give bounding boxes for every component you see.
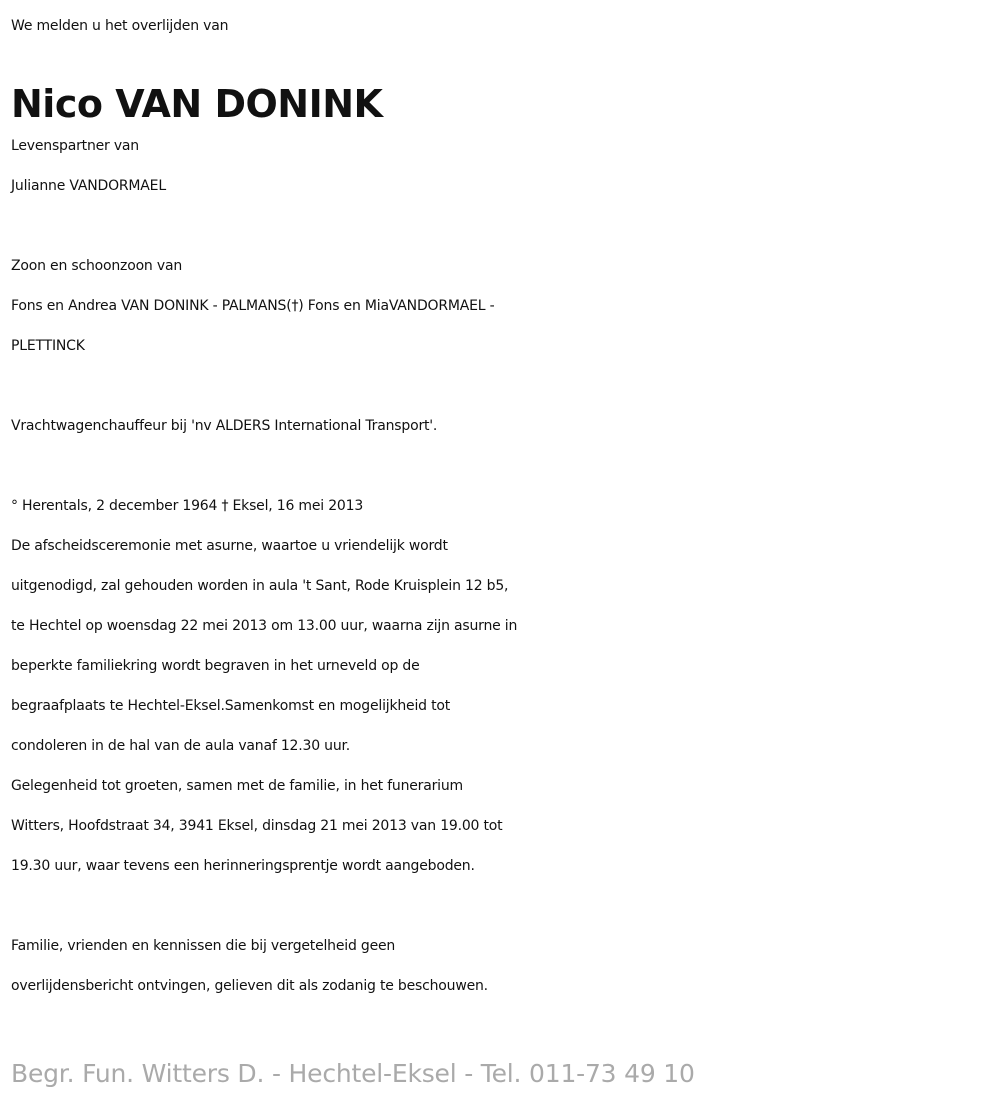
- ceremony-line: uitgenodigd, zal gehouden worden in aula 't Sant, Rode Kruisplein 12 b5,: [11, 578, 509, 594]
- closing-paragraph: [11, 926, 991, 1006]
- ceremony-paragraph: [11, 526, 991, 766]
- occupation-text: Vrachtwagenchauffeur bij 'nv ALDERS International Transport'.: [11, 418, 438, 434]
- spacer: [11, 366, 991, 406]
- parents-section: [11, 246, 991, 366]
- greeting-paragraph: [11, 766, 991, 886]
- closing-line: Familie, vrienden en kennissen die bij vergetelheid geen: [11, 938, 396, 954]
- greeting-line: Witters, Hoofdstraat 34, 3941 Eksel, dinsdag 21 mei 2013 van 19.00 tot: [11, 818, 503, 834]
- ceremony-line: condoleren in de hal van de aula vanaf 12.30 uur.: [11, 738, 351, 754]
- parents-names-line-1: Fons en Andrea VAN DONINK - PALMANS(†) Fons en MiaVANDORMAEL -: [11, 298, 495, 314]
- life-dates: ° Herentals, 2 december 1964 † Eksel, 16 mei 2013: [11, 498, 364, 514]
- spacer: [11, 886, 991, 926]
- parents-label: Zoon en schoonzoon van: [11, 258, 182, 274]
- greeting-line: Gelegenheid tot groeten, samen met de familie, in het funerarium: [11, 778, 463, 794]
- partner-name: Julianne VANDORMAEL: [11, 178, 166, 194]
- ceremony-line: De afscheidsceremonie met asurne, waartoe u vriendelijk wordt: [11, 538, 448, 554]
- spacer: [11, 206, 991, 246]
- funeral-home-footer: Begr. Fun. Witters D. - Hechtel-Eksel - Tel. 011-73 49 10: [11, 1059, 695, 1088]
- spacer: [11, 446, 991, 486]
- greeting-line: 19.30 uur, waar tevens een herinneringsprentje wordt aangeboden.: [11, 858, 475, 874]
- ceremony-line: begraafplaats te Hechtel-Eksel.Samenkomst en mogelijkheid tot: [11, 698, 451, 714]
- partner-section: [11, 126, 991, 206]
- partner-label: Levenspartner van: [11, 138, 139, 154]
- parents-names-line-2: PLETTINCK: [11, 338, 85, 354]
- ceremony-line: beperkte familiekring wordt begraven in het urneveld op de: [11, 658, 420, 674]
- ceremony-line: te Hechtel op woensdag 22 mei 2013 om 13.00 uur, waarna zijn asurne in: [11, 618, 518, 634]
- closing-line: overlijdensbericht ontvingen, gelieven dit als zodanig te beschouwen.: [11, 978, 488, 994]
- deceased-name: Nico VAN DONINK: [11, 82, 383, 126]
- intro-text: We melden u het overlijden van: [11, 18, 229, 34]
- obituary-notice: [11, 6, 991, 1006]
